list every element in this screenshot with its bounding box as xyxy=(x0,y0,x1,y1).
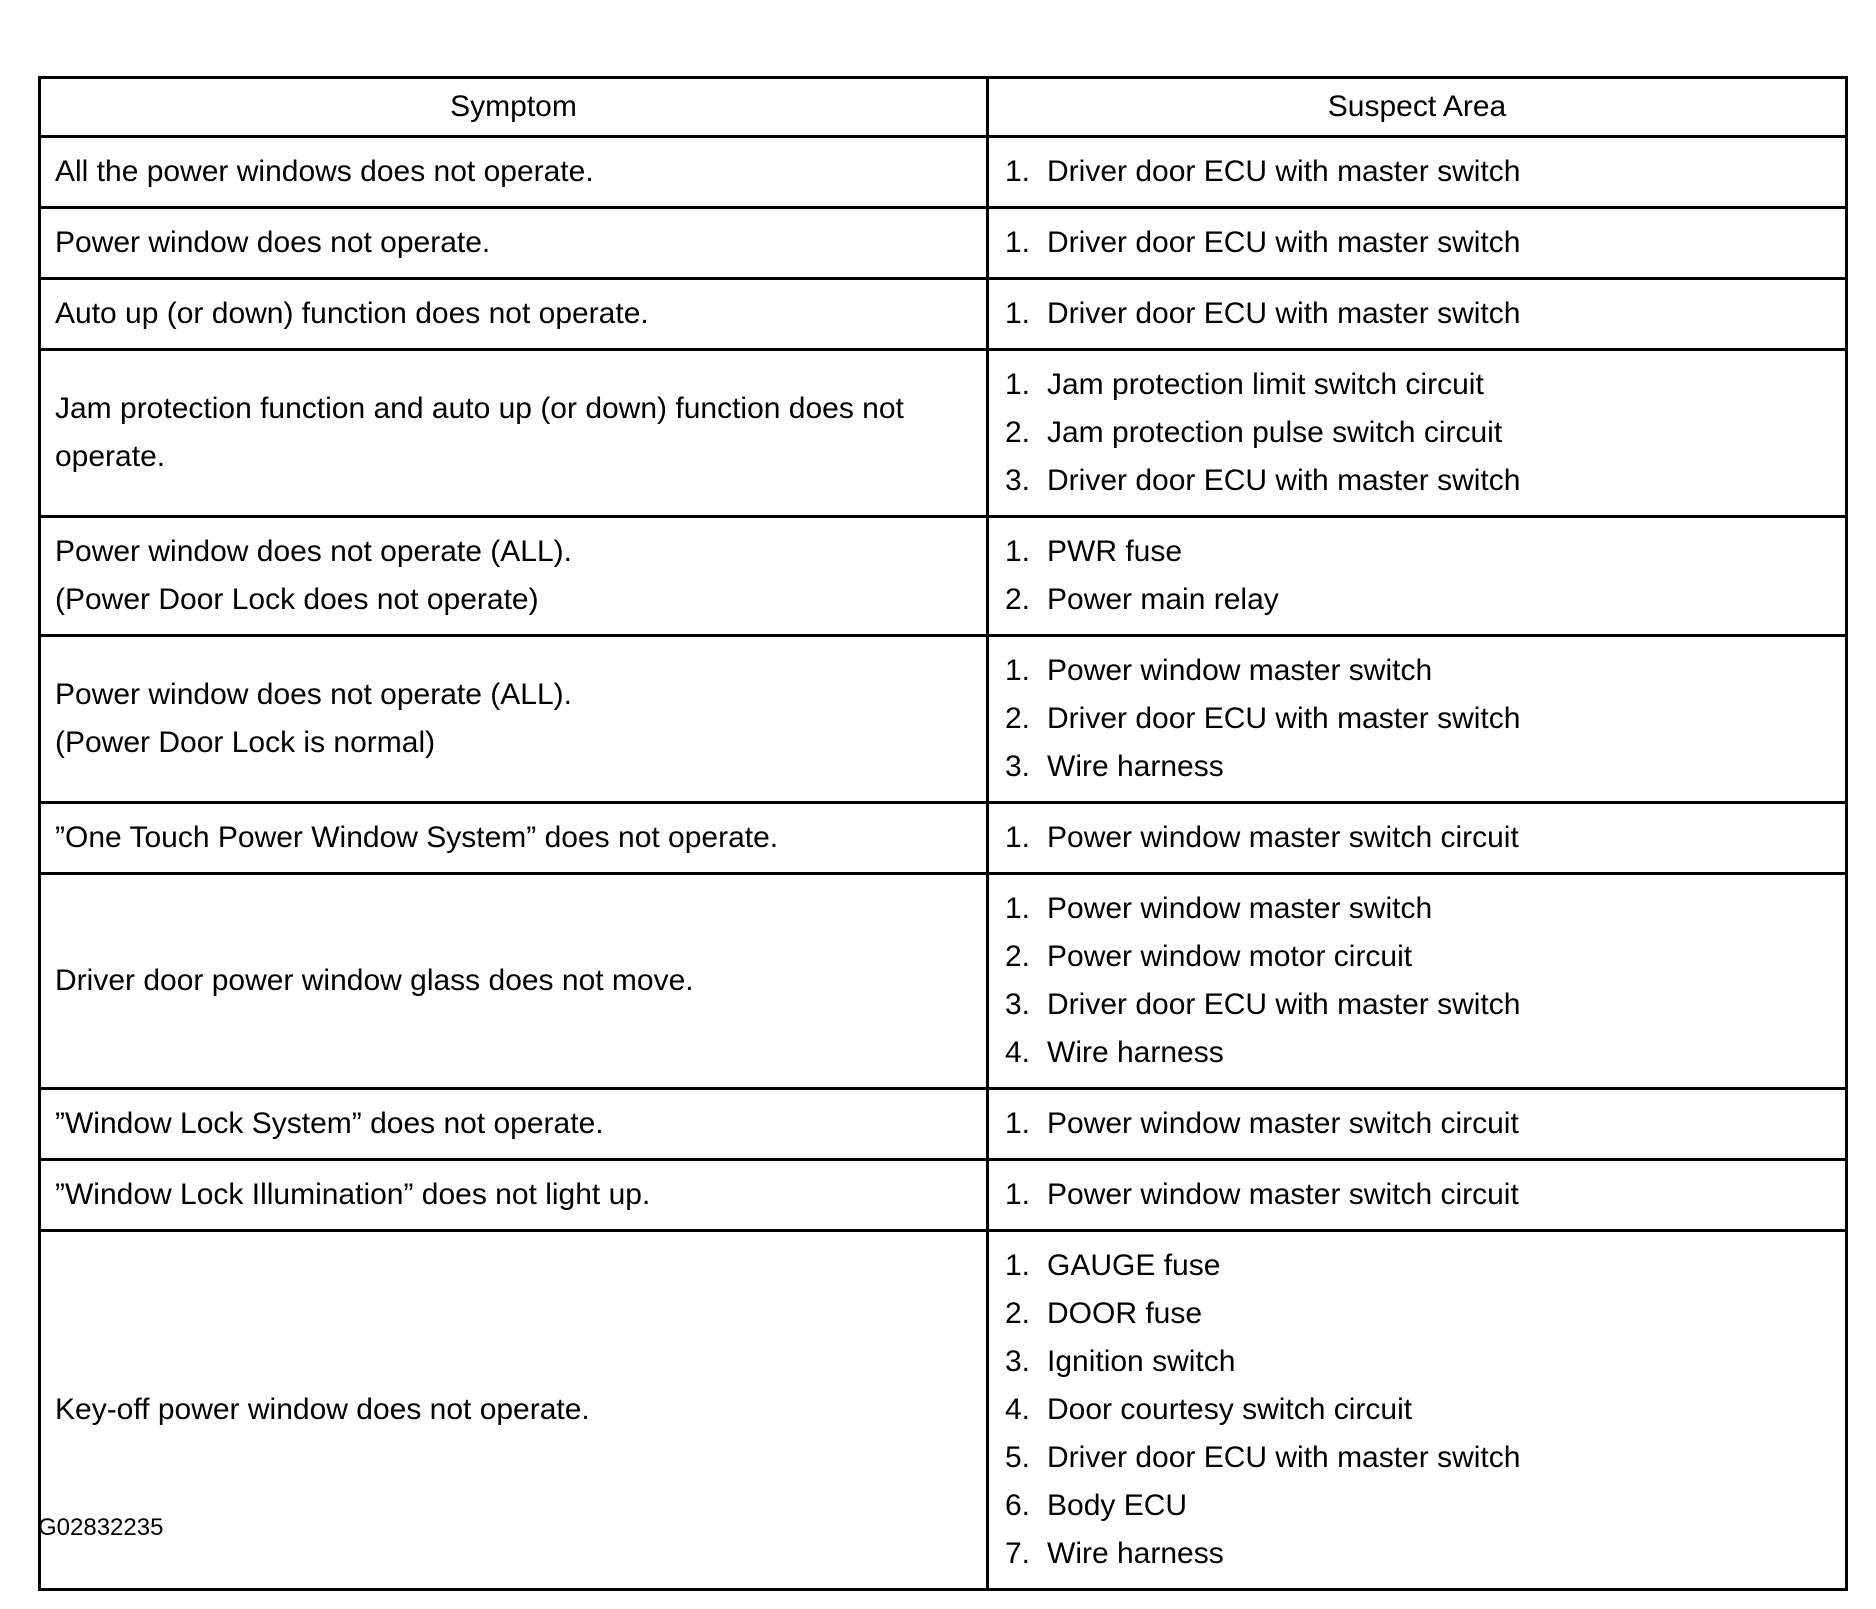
suspect-item-text: Door courtesy switch circuit xyxy=(1047,1393,1413,1426)
header-symptom: Symptom xyxy=(40,78,988,137)
suspect-item xyxy=(1005,814,1835,862)
suspect-item xyxy=(1005,1530,1835,1578)
suspect-item-text: Power window master switch circuit xyxy=(1047,1178,1519,1211)
suspect-item-number: 1. xyxy=(1005,535,1031,568)
suspect-item-text: PWR fuse xyxy=(1047,535,1183,568)
suspect-item-number: 3. xyxy=(1005,750,1031,783)
table-row xyxy=(40,279,1847,350)
suspect-item xyxy=(1005,743,1835,791)
table-header-row xyxy=(40,78,1847,137)
suspect-area-cell xyxy=(988,517,1847,636)
table-row xyxy=(40,137,1847,208)
suspect-item-number: 1. xyxy=(1005,368,1031,401)
suspect-item-number: 1. xyxy=(1005,892,1031,925)
symptom-text: (Power Door Lock does not operate) xyxy=(55,583,539,616)
suspect-item-number: 5. xyxy=(1005,1441,1031,1474)
symptom-text: Auto up (or down) function does not operate. xyxy=(55,297,649,330)
suspect-item-text: Driver door ECU with master switch xyxy=(1047,226,1521,259)
suspect-item-number: 2. xyxy=(1005,583,1031,616)
symptom-text: ”One Touch Power Window System” does not operate. xyxy=(55,821,779,854)
table-row xyxy=(40,803,1847,874)
suspect-item xyxy=(1005,576,1835,624)
symptom-cell xyxy=(40,517,988,636)
suspect-item-text: Wire harness xyxy=(1047,1036,1224,1069)
suspect-item-text: GAUGE fuse xyxy=(1047,1249,1221,1282)
suspect-item xyxy=(1005,885,1835,933)
suspect-item-text: Driver door ECU with master switch xyxy=(1047,464,1521,497)
suspect-item-text: Driver door ECU with master switch xyxy=(1047,702,1521,735)
suspect-item xyxy=(1005,1290,1835,1338)
suspect-item-number: 4. xyxy=(1005,1393,1031,1426)
suspect-item xyxy=(1005,695,1835,743)
suspect-item-number: 1. xyxy=(1005,1178,1031,1211)
symptom-cell xyxy=(40,279,988,350)
suspect-item xyxy=(1005,1171,1835,1219)
suspect-item xyxy=(1005,1242,1835,1290)
symptom-cell xyxy=(40,874,988,1089)
suspect-item-text: Wire harness xyxy=(1047,1537,1224,1570)
symptom-text: Power window does not operate (ALL). xyxy=(55,535,572,568)
suspect-item-text: Body ECU xyxy=(1047,1489,1188,1522)
suspect-item xyxy=(1005,1482,1835,1530)
suspect-item-number: 1. xyxy=(1005,654,1031,687)
suspect-item-number: 2. xyxy=(1005,416,1031,449)
table-row xyxy=(40,1231,1847,1590)
suspect-item xyxy=(1005,1100,1835,1148)
suspect-item xyxy=(1005,981,1835,1029)
suspect-item-number: 2. xyxy=(1005,940,1031,973)
suspect-item xyxy=(1005,933,1835,981)
suspect-area-cell xyxy=(988,636,1847,803)
suspect-item-number: 7. xyxy=(1005,1537,1031,1570)
symptom-text: Power window does not operate. xyxy=(55,226,491,259)
suspect-item-number: 3. xyxy=(1005,1345,1031,1378)
suspect-item-text: Power window master switch xyxy=(1047,654,1433,687)
table-row xyxy=(40,350,1847,517)
suspect-item-number: 3. xyxy=(1005,464,1031,497)
suspect-item-text: Power window master switch xyxy=(1047,892,1433,925)
suspect-item-text: Driver door ECU with master switch xyxy=(1047,988,1521,1021)
suspect-item-number: 6. xyxy=(1005,1489,1031,1522)
suspect-item-text: Driver door ECU with master switch xyxy=(1047,155,1521,188)
symptom-cell xyxy=(40,1160,988,1231)
symptom-text: All the power windows does not operate. xyxy=(55,155,594,188)
symptom-cell xyxy=(40,1089,988,1160)
symptom-text: (Power Door Lock is normal) xyxy=(55,726,436,759)
suspect-item-number: 1. xyxy=(1005,297,1031,330)
suspect-item xyxy=(1005,528,1835,576)
symptom-cell xyxy=(40,350,988,517)
symptom-text: operate. xyxy=(55,440,166,473)
symptom-text: ”Window Lock System” does not operate. xyxy=(55,1107,604,1140)
table-body xyxy=(40,137,1847,1590)
suspect-item-number: 1. xyxy=(1005,821,1031,854)
suspect-item-text: Power window motor circuit xyxy=(1047,940,1413,973)
table-row xyxy=(40,874,1847,1089)
suspect-item-number: 4. xyxy=(1005,1036,1031,1069)
suspect-item xyxy=(1005,219,1835,267)
suspect-item xyxy=(1005,409,1835,457)
suspect-item-number: 2. xyxy=(1005,702,1031,735)
table-row xyxy=(40,517,1847,636)
suspect-item-number: 1. xyxy=(1005,155,1031,188)
symptom-text: Driver door power window glass does not move. xyxy=(55,964,694,997)
figure-id: G02832235 xyxy=(38,1514,164,1541)
symptom-cell xyxy=(40,636,988,803)
header-suspect-area: Suspect Area xyxy=(988,78,1847,137)
symptom-cell xyxy=(40,137,988,208)
suspect-area-cell xyxy=(988,350,1847,517)
table-row xyxy=(40,1160,1847,1231)
symptom-text: Jam protection function and auto up (or down) function does not xyxy=(55,392,904,425)
symptom-text: Key-off power window does not operate. xyxy=(55,1393,590,1426)
suspect-area-cell xyxy=(988,208,1847,279)
suspect-item-text: Power main relay xyxy=(1047,583,1279,616)
suspect-item-number: 1. xyxy=(1005,1107,1031,1140)
table-row xyxy=(40,636,1847,803)
suspect-item-number: 1. xyxy=(1005,226,1031,259)
suspect-item-number: 3. xyxy=(1005,988,1031,1021)
symptom-text: ”Window Lock Illumination” does not light up. xyxy=(55,1178,651,1211)
suspect-item-text: Jam protection pulse switch circuit xyxy=(1047,416,1503,449)
suspect-item-text: Power window master switch circuit xyxy=(1047,1107,1519,1140)
symptom-cell xyxy=(40,1231,988,1590)
suspect-item-text: DOOR fuse xyxy=(1047,1297,1203,1330)
symptom-cell xyxy=(40,803,988,874)
suspect-item-text: Wire harness xyxy=(1047,750,1224,783)
suspect-item-text: Jam protection limit switch circuit xyxy=(1047,368,1484,401)
suspect-item xyxy=(1005,148,1835,196)
table-row xyxy=(40,208,1847,279)
suspect-item xyxy=(1005,1029,1835,1077)
suspect-item-text: Ignition switch xyxy=(1047,1345,1236,1378)
suspect-area-cell xyxy=(988,803,1847,874)
suspect-item-text: Driver door ECU with master switch xyxy=(1047,1441,1521,1474)
suspect-area-cell xyxy=(988,137,1847,208)
suspect-item xyxy=(1005,647,1835,695)
suspect-area-cell xyxy=(988,1231,1847,1590)
suspect-item xyxy=(1005,1338,1835,1386)
suspect-item xyxy=(1005,457,1835,505)
suspect-item-text: Driver door ECU with master switch xyxy=(1047,297,1521,330)
suspect-area-cell xyxy=(988,279,1847,350)
suspect-item xyxy=(1005,361,1835,409)
symptom-table xyxy=(38,76,1848,1591)
suspect-area-cell xyxy=(988,874,1847,1089)
symptom-text: Power window does not operate (ALL). xyxy=(55,678,572,711)
suspect-item xyxy=(1005,1386,1835,1434)
table-row xyxy=(40,1089,1847,1160)
suspect-item xyxy=(1005,290,1835,338)
suspect-area-cell xyxy=(988,1089,1847,1160)
suspect-item-number: 1. xyxy=(1005,1249,1031,1282)
suspect-item-text: Power window master switch circuit xyxy=(1047,821,1519,854)
suspect-item xyxy=(1005,1434,1835,1482)
symptom-cell xyxy=(40,208,988,279)
suspect-area-cell xyxy=(988,1160,1847,1231)
suspect-item-number: 2. xyxy=(1005,1297,1031,1330)
